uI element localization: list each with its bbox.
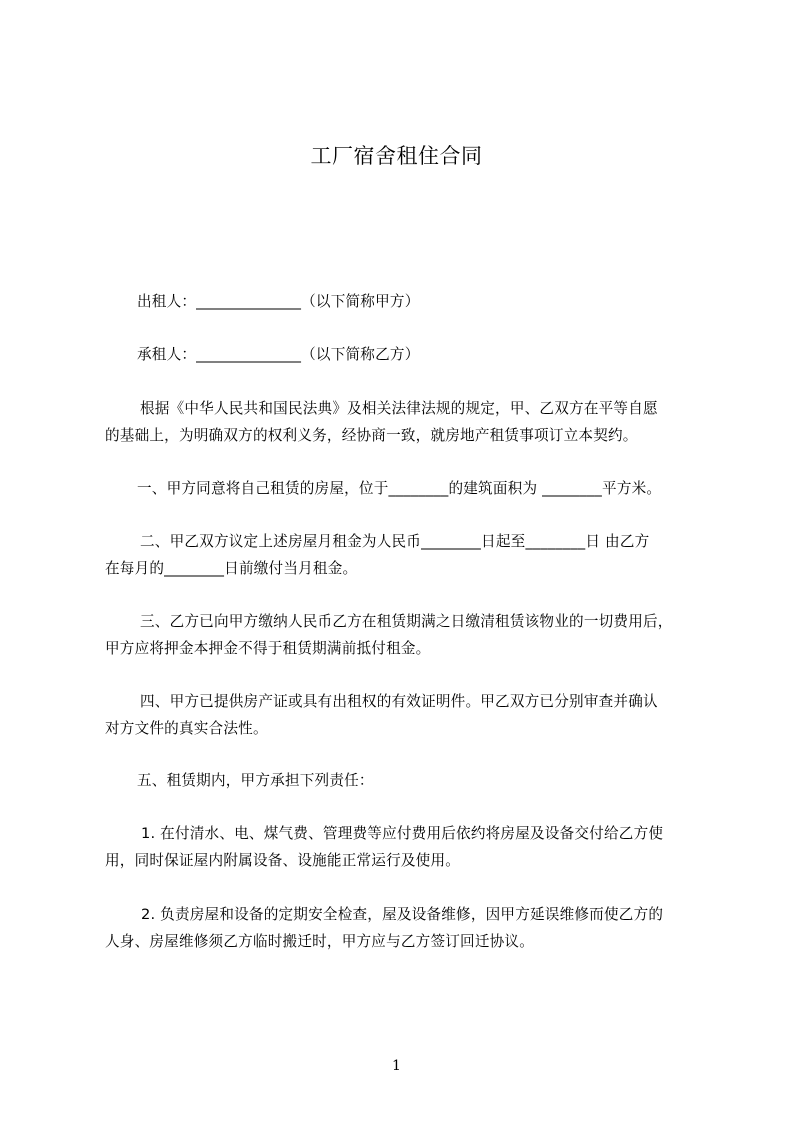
clause-5-item-2-line-2: 人身、房屋维修须乙方临时搬迁时，甲方应与乙方签订回迁协议。 xyxy=(105,933,535,950)
contract-title: 工厂宿舍租住合同 xyxy=(310,144,483,168)
page-number: 1 xyxy=(392,1058,401,1074)
clause-1-line-1: 一、甲方同意将自己租赁的房屋，位于________的建筑面积为 ________平方米。 xyxy=(137,480,662,497)
clause-5-heading: 五、租赁期内，甲方承担下列责任： xyxy=(137,772,374,789)
clause-4-line-1: 四、甲方已提供房产证或具有出租权的有效证明件。甲乙双方已分别审查并确认 xyxy=(140,693,658,710)
clause-4-line-2: 对方文件的真实合法性。 xyxy=(105,720,268,737)
clause-5-item-2-line-1: 2. 负责房屋和设备的定期安全检查，屋及设备维修，因甲方延误维修而使乙方的 xyxy=(141,906,664,923)
clause-5-item-1-line-2: 用，同时保证屋内附属设备、设施能正常运行及使用。 xyxy=(105,852,461,869)
lessee-line: 承租人：______________（以下简称乙方） xyxy=(137,346,420,363)
clause-2-line-1: 二、甲乙双方议定上述房屋月租金为人民币________日起至________日 由乙方 xyxy=(140,533,650,550)
preamble-line-2: 的基础上，为明确双方的权利义务，经协商一致，就房地产租赁事项订立本契约。 xyxy=(105,427,638,444)
clause-5-item-1-line-1: 1. 在付清水、电、煤气费、管理费等应付费用后依约将房屋及设备交付给乙方使 xyxy=(141,825,664,842)
lessor-line: 出租人：______________（以下简称甲方） xyxy=(137,293,420,310)
clause-2-line-2: 在每月的________日前缴付当月租金。 xyxy=(105,560,358,577)
preamble-line-1: 根据《中华人民共和国民法典》及相关法律法规的规定，甲、乙双方在平等自愿 xyxy=(140,400,658,417)
clause-3-line-2: 甲方应将押金本押金不得于租赁期满前抵付租金。 xyxy=(105,640,431,657)
clause-3-line-1: 三、乙方已向甲方缴纳人民币乙方在租赁期满之日缴清租赁该物业的一切费用后， xyxy=(140,613,673,630)
